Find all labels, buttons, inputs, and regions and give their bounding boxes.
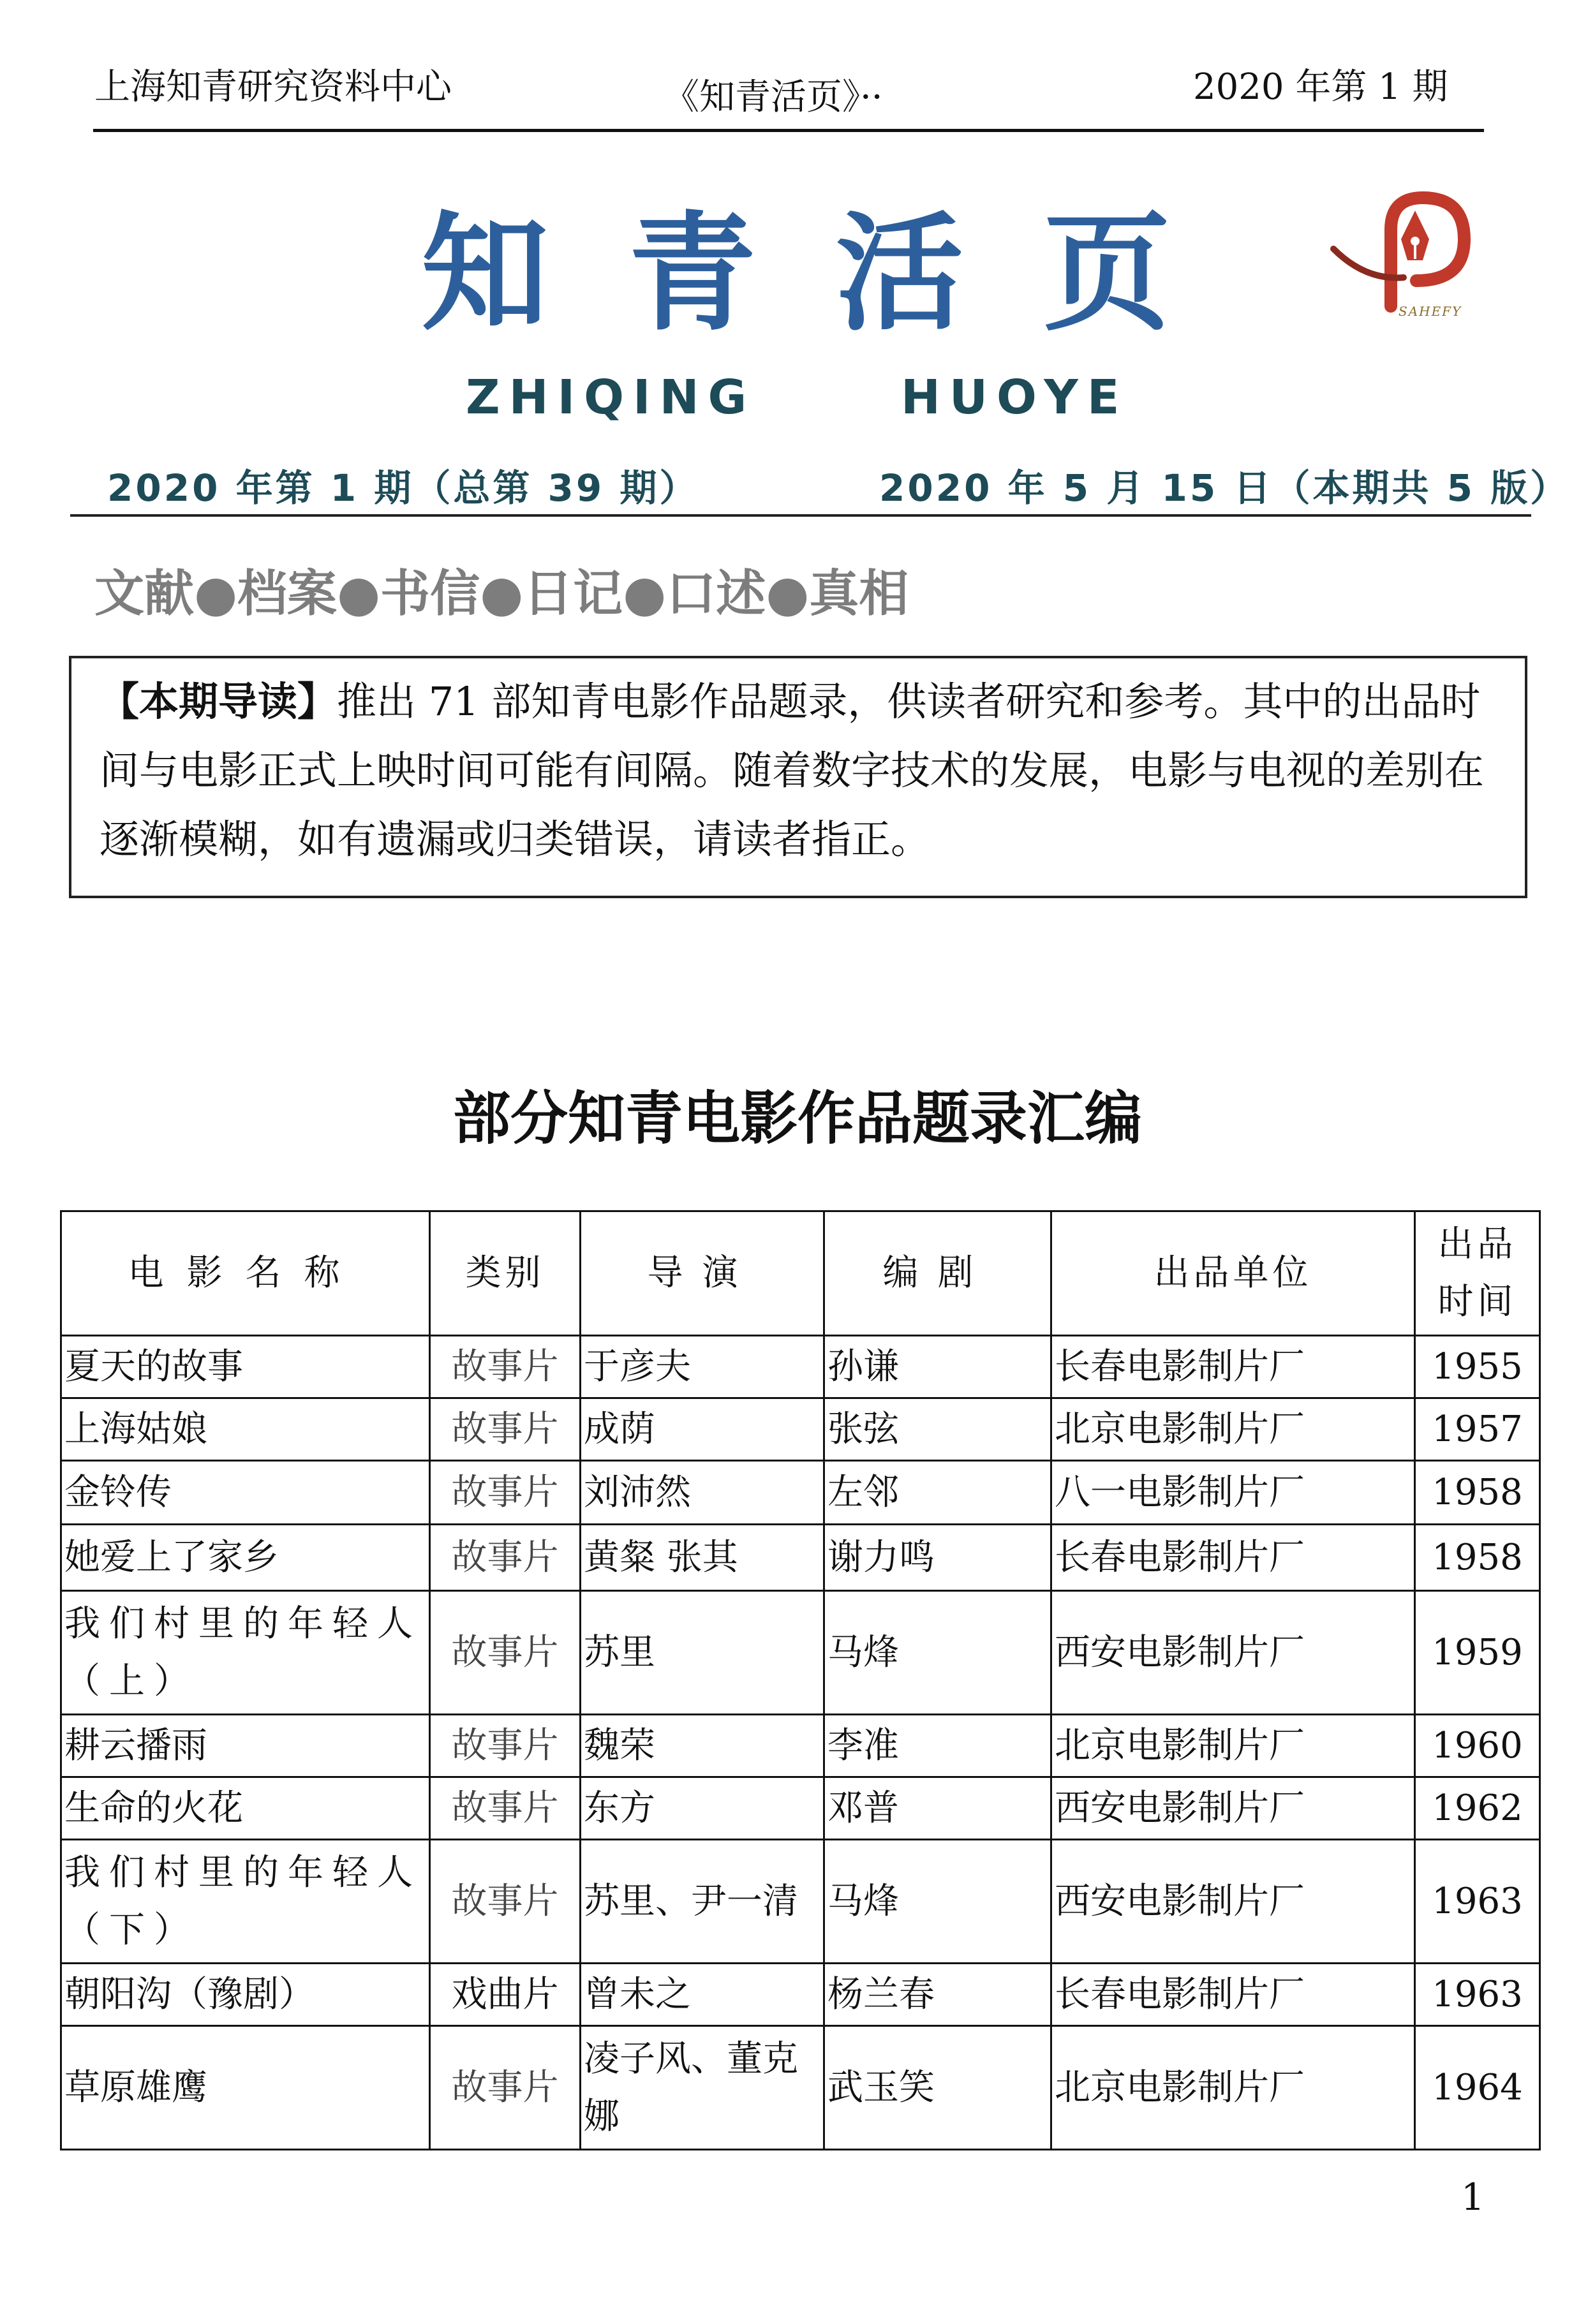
cell-category: 故事片 <box>430 1715 581 1777</box>
cell-category: 故事片 <box>430 1525 581 1591</box>
header-writer: 编剧 <box>824 1211 1051 1336</box>
issue-rule <box>70 514 1531 517</box>
table-row <box>61 1591 1540 1715</box>
cell-year: 1960 <box>1415 1715 1540 1777</box>
cell-category: 故事片 <box>430 1777 581 1840</box>
intro-label: 【本期导读】 <box>100 678 338 725</box>
cell-name: 上海姑娘 <box>61 1398 430 1461</box>
cell-name: 夏天的故事 <box>61 1336 430 1398</box>
cell-name: 金铃传 <box>61 1461 430 1525</box>
cell-director: 于彦夫 <box>581 1336 824 1398</box>
header-director: 导演 <box>581 1211 824 1336</box>
cell-studio: 北京电影制片厂 <box>1051 1715 1415 1777</box>
cell-name: 她爱上了家乡 <box>61 1525 430 1591</box>
cell-studio: 长春电影制片厂 <box>1051 1336 1415 1398</box>
table-row <box>61 1964 1540 2026</box>
header-category: 类别 <box>430 1211 581 1336</box>
cell-studio: 西安电影制片厂 <box>1051 1777 1415 1840</box>
table-header-row <box>61 1211 1540 1336</box>
cell-director: 凌子风、董克娜 <box>581 2026 824 2150</box>
cell-writer: 马烽 <box>824 1840 1051 1964</box>
table-row <box>61 1777 1540 1840</box>
cell-writer: 邓普 <box>824 1777 1051 1840</box>
page-number: 1 <box>1461 2175 1485 2219</box>
cell-director: 苏里 <box>581 1591 824 1715</box>
cell-writer: 左邻 <box>824 1461 1051 1525</box>
cell-studio: 长春电影制片厂 <box>1051 1964 1415 2026</box>
cell-category: 故事片 <box>430 1336 581 1398</box>
issue-number: 2020 年第 1 期（总第 39 期） <box>107 466 699 510</box>
cell-year: 1958 <box>1415 1525 1540 1591</box>
header-rule <box>93 129 1484 132</box>
cell-name: 我们村里的年轻人（上） <box>61 1591 430 1715</box>
cell-director: 曾未之 <box>581 1964 824 2026</box>
running-header-right: 2020 年第 1 期 <box>1193 66 1448 108</box>
table-row <box>61 1840 1540 1964</box>
masthead-pinyin-huoye: HUOYE <box>901 370 1129 425</box>
cell-writer: 杨兰春 <box>824 1964 1051 2026</box>
cell-name: 生命的火花 <box>61 1777 430 1840</box>
header-name: 电影名称 <box>61 1211 430 1336</box>
intro-text: 推出 71 部知青电影作品题录，供读者研究和参考。其中的出品时间与电影正式上映时间可能有间隔。随着数字技术的发展，电影与电视的差别在逐渐模糊，如有遗漏或归类错误，请读者指正。 <box>100 678 1485 862</box>
cell-year: 1962 <box>1415 1777 1540 1840</box>
cell-director: 东方 <box>581 1777 824 1840</box>
masthead-title: 知青活页 <box>421 200 1251 348</box>
section-title: 部分知青电影作品题录汇编 <box>453 1085 1142 1152</box>
cell-year: 1955 <box>1415 1336 1540 1398</box>
logo-text: SAHEFY <box>1398 304 1462 319</box>
cell-studio: 八一电影制片厂 <box>1051 1461 1415 1525</box>
table-row <box>61 1461 1540 1525</box>
cell-year: 1958 <box>1415 1461 1540 1525</box>
cell-year: 1964 <box>1415 2026 1540 2150</box>
table-row <box>61 2026 1540 2150</box>
cell-director: 苏里、尹一清 <box>581 1840 824 1964</box>
table-row <box>61 1336 1540 1398</box>
table-row <box>61 1715 1540 1777</box>
cell-writer: 谢力鸣 <box>824 1525 1051 1591</box>
header-year: 出品时间 <box>1415 1211 1540 1336</box>
cell-name: 草原雄鹰 <box>61 2026 430 2150</box>
cell-studio: 西安电影制片厂 <box>1051 1591 1415 1715</box>
cell-name: 耕云播雨 <box>61 1715 430 1777</box>
cell-year: 1963 <box>1415 1840 1540 1964</box>
cell-name: 我们村里的年轻人（下） <box>61 1840 430 1964</box>
cell-writer: 张弦 <box>824 1398 1051 1461</box>
cell-director: 黄粲 张其 <box>581 1525 824 1591</box>
running-header-left: 上海知青研究资料中心 <box>94 66 452 108</box>
running-header-center: 《知青活页》·· <box>664 77 883 118</box>
table-row <box>61 1525 1540 1591</box>
intro-box <box>69 656 1527 898</box>
cell-studio: 长春电影制片厂 <box>1051 1525 1415 1591</box>
table-row <box>61 1398 1540 1461</box>
cell-year: 1957 <box>1415 1398 1540 1461</box>
cell-category: 故事片 <box>430 1461 581 1525</box>
cell-director: 魏荣 <box>581 1715 824 1777</box>
cell-name: 朝阳沟（豫剧） <box>61 1964 430 2026</box>
cell-category: 故事片 <box>430 2026 581 2150</box>
cell-director: 刘沛然 <box>581 1461 824 1525</box>
cell-year: 1959 <box>1415 1591 1540 1715</box>
cell-studio: 北京电影制片厂 <box>1051 2026 1415 2150</box>
header-studio: 出品单位 <box>1051 1211 1415 1336</box>
cell-writer: 马烽 <box>824 1591 1051 1715</box>
cell-category: 故事片 <box>430 1591 581 1715</box>
issue-date: 2020 年 5 月 15 日（本期共 5 版） <box>879 466 1570 510</box>
film-table <box>60 1210 1541 2150</box>
cell-category: 戏曲片 <box>430 1964 581 2026</box>
cell-category: 故事片 <box>430 1398 581 1461</box>
cell-category: 故事片 <box>430 1840 581 1964</box>
cell-year: 1963 <box>1415 1964 1540 2026</box>
masthead-pinyin-zhiqing: ZHIQING <box>466 370 756 425</box>
cell-writer: 李准 <box>824 1715 1051 1777</box>
tagline: 文献●档案●书信●日记●口述●真相 <box>94 565 909 623</box>
cell-writer: 武玉笑 <box>824 2026 1051 2150</box>
cell-studio: 西安电影制片厂 <box>1051 1840 1415 1964</box>
cell-writer: 孙谦 <box>824 1336 1051 1398</box>
cell-studio: 北京电影制片厂 <box>1051 1398 1415 1461</box>
cell-director: 成荫 <box>581 1398 824 1461</box>
sahefy-logo-icon <box>1327 185 1480 319</box>
